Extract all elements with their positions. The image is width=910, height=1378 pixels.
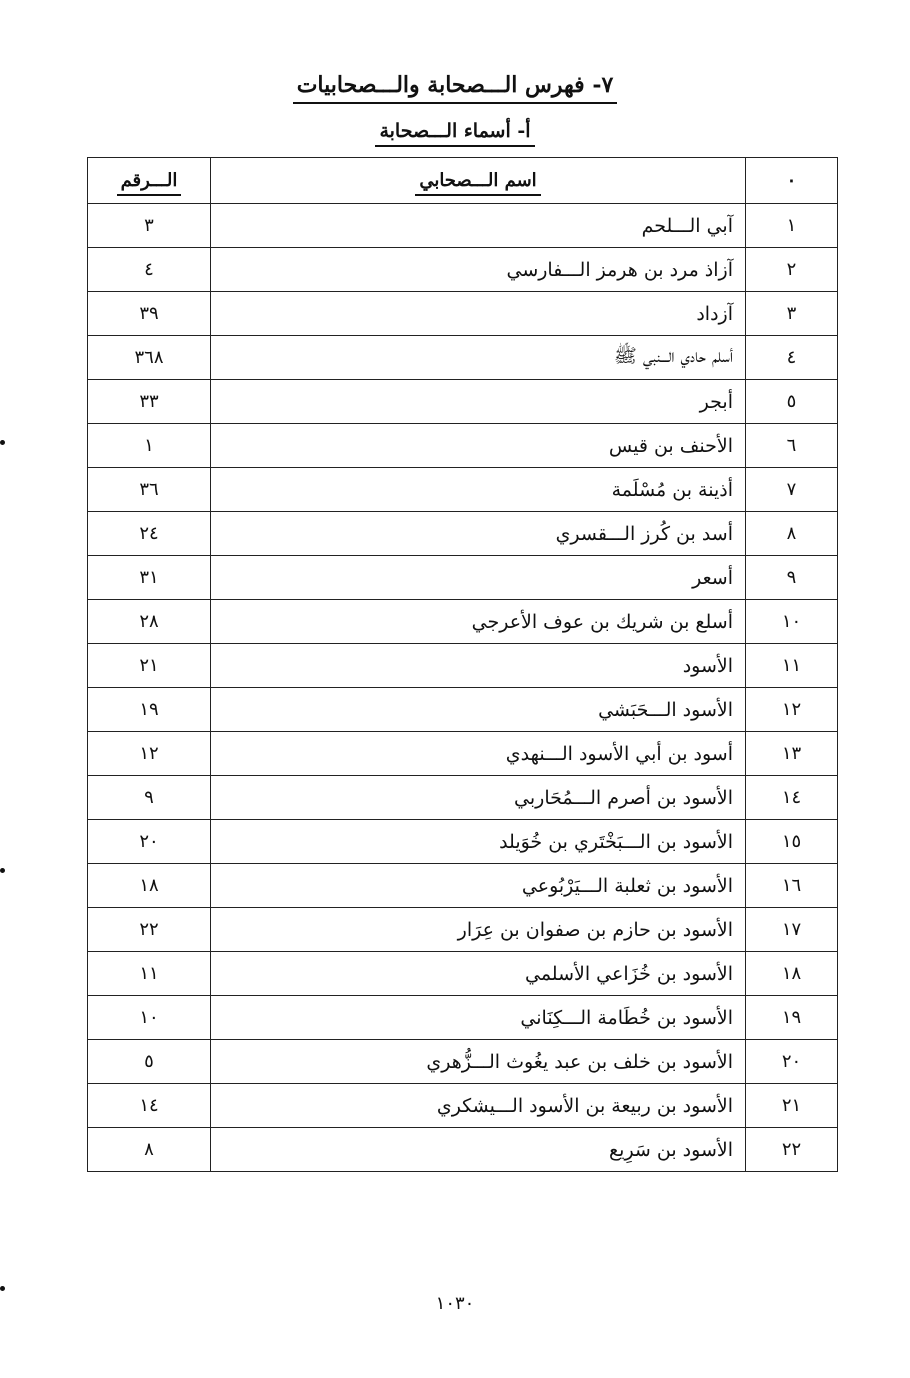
table-row — [88, 908, 838, 952]
row-number: ٢٨ — [88, 600, 211, 644]
row-index: ١٧ — [746, 908, 838, 952]
row-name: الأسود بن الـــبَخْتَري بن خُوَيلد — [211, 820, 746, 864]
subheading-text: أ- أسماء الـــصحابة — [375, 120, 534, 147]
header-name-label: اسم الـــصحابي — [415, 170, 540, 196]
row-name: الأسود بن ربيعة بن الأسود الـــيشكري — [211, 1084, 746, 1128]
row-index: ٢ — [746, 248, 838, 292]
row-number: ٣٦٨ — [88, 336, 211, 380]
header-index: ٠ — [746, 158, 838, 204]
row-name: الأسود بن حازم بن صفوان بن عِرَار — [211, 908, 746, 952]
table-header-row — [88, 158, 838, 204]
row-number: ٥ — [88, 1040, 211, 1084]
table-row — [88, 1084, 838, 1128]
row-index: ١٠ — [746, 600, 838, 644]
row-index: ١٣ — [746, 732, 838, 776]
table-row — [88, 996, 838, 1040]
row-index: ١٨ — [746, 952, 838, 996]
table-row — [88, 248, 838, 292]
row-number: ٣٦ — [88, 468, 211, 512]
row-index: ٣ — [746, 292, 838, 336]
row-number: ١٤ — [88, 1084, 211, 1128]
header-name — [211, 158, 746, 204]
table-row — [88, 864, 838, 908]
scan-speck — [0, 1286, 5, 1291]
row-index: ١٦ — [746, 864, 838, 908]
row-name: أسعر — [211, 556, 746, 600]
row-number: ٢٠ — [88, 820, 211, 864]
row-index: ١٤ — [746, 776, 838, 820]
table-row — [88, 556, 838, 600]
header-number-label: الـــرقم — [117, 170, 182, 196]
row-number: ٣١ — [88, 556, 211, 600]
row-name: الأسود — [211, 644, 746, 688]
row-name: آزداد — [211, 292, 746, 336]
heading-text: ٧- فهرس الـــصحابة والـــصحابيات — [293, 72, 618, 104]
row-name: الأسود بن خُزَاعي الأسلمي — [211, 952, 746, 996]
table-row — [88, 292, 838, 336]
row-number: ٤ — [88, 248, 211, 292]
table-row — [88, 1128, 838, 1172]
table-row — [88, 776, 838, 820]
row-index: ١٩ — [746, 996, 838, 1040]
row-index: ٤ — [746, 336, 838, 380]
table-row — [88, 820, 838, 864]
row-number: ٢٤ — [88, 512, 211, 556]
row-name: الأسود بن خُطَامة الـــكِنَاني — [211, 996, 746, 1040]
page-number: ١٠٣٠ — [435, 1293, 475, 1314]
row-name: أسلع بن شريك بن عوف الأعرجي — [211, 600, 746, 644]
table-row — [88, 204, 838, 248]
table-row — [88, 336, 838, 380]
row-number: ١١ — [88, 952, 211, 996]
row-index: ١١ — [746, 644, 838, 688]
row-name: الأحنف بن قيس — [211, 424, 746, 468]
table-row — [88, 732, 838, 776]
table-row — [88, 644, 838, 688]
row-name: آزاذ مرد بن هرمز الـــفارسي — [211, 248, 746, 292]
table-row — [88, 1040, 838, 1084]
row-name: الأسود بن أصرم الـــمُحَاربي — [211, 776, 746, 820]
row-index: ٦ — [746, 424, 838, 468]
row-number: ٣٩ — [88, 292, 211, 336]
row-index: ١٥ — [746, 820, 838, 864]
row-number: ٣ — [88, 204, 211, 248]
row-index: ٧ — [746, 468, 838, 512]
row-number: ٢١ — [88, 644, 211, 688]
row-number: ١٩ — [88, 688, 211, 732]
table-row — [88, 600, 838, 644]
companions-table — [87, 157, 838, 1172]
row-name: آبي الـــلحم — [211, 204, 746, 248]
row-name: أسد بن كُرز الـــقسري — [211, 512, 746, 556]
index-heading — [0, 72, 910, 104]
row-name: الأسود بن خلف بن عبد يغُوث الـــزُّهري — [211, 1040, 746, 1084]
table-row — [88, 952, 838, 996]
row-name: أبجر — [211, 380, 746, 424]
row-index: ٨ — [746, 512, 838, 556]
row-number: ٣٣ — [88, 380, 211, 424]
table-row — [88, 512, 838, 556]
row-number: ١٢ — [88, 732, 211, 776]
row-number: ٨ — [88, 1128, 211, 1172]
row-index: ٢٠ — [746, 1040, 838, 1084]
row-number: ٢٢ — [88, 908, 211, 952]
row-index: ١٢ — [746, 688, 838, 732]
scan-speck — [0, 440, 5, 445]
table-row — [88, 468, 838, 512]
header-number — [88, 158, 211, 204]
row-name: أسود بن أبي الأسود الـــنهدي — [211, 732, 746, 776]
row-index: ١ — [746, 204, 838, 248]
row-index: ٢١ — [746, 1084, 838, 1128]
row-name: أذينة بن مُسْلَمة — [211, 468, 746, 512]
row-index: ٢٢ — [746, 1128, 838, 1172]
row-name: الأسود الـــحَبَشي — [211, 688, 746, 732]
row-name: الأسود بن ثعلبة الـــيَرْبُوعي — [211, 864, 746, 908]
row-name: الأسود بن سَرِيع — [211, 1128, 746, 1172]
table-row — [88, 380, 838, 424]
section-heading — [0, 120, 910, 147]
table-row — [88, 688, 838, 732]
scan-speck — [0, 868, 5, 873]
table-row — [88, 424, 838, 468]
row-number: ١ — [88, 424, 211, 468]
row-number: ١٨ — [88, 864, 211, 908]
row-index: ٩ — [746, 556, 838, 600]
row-number: ٩ — [88, 776, 211, 820]
row-name: أسلم حادي الـــنبي ﷺ — [211, 336, 746, 380]
row-index: ٥ — [746, 380, 838, 424]
row-number: ١٠ — [88, 996, 211, 1040]
